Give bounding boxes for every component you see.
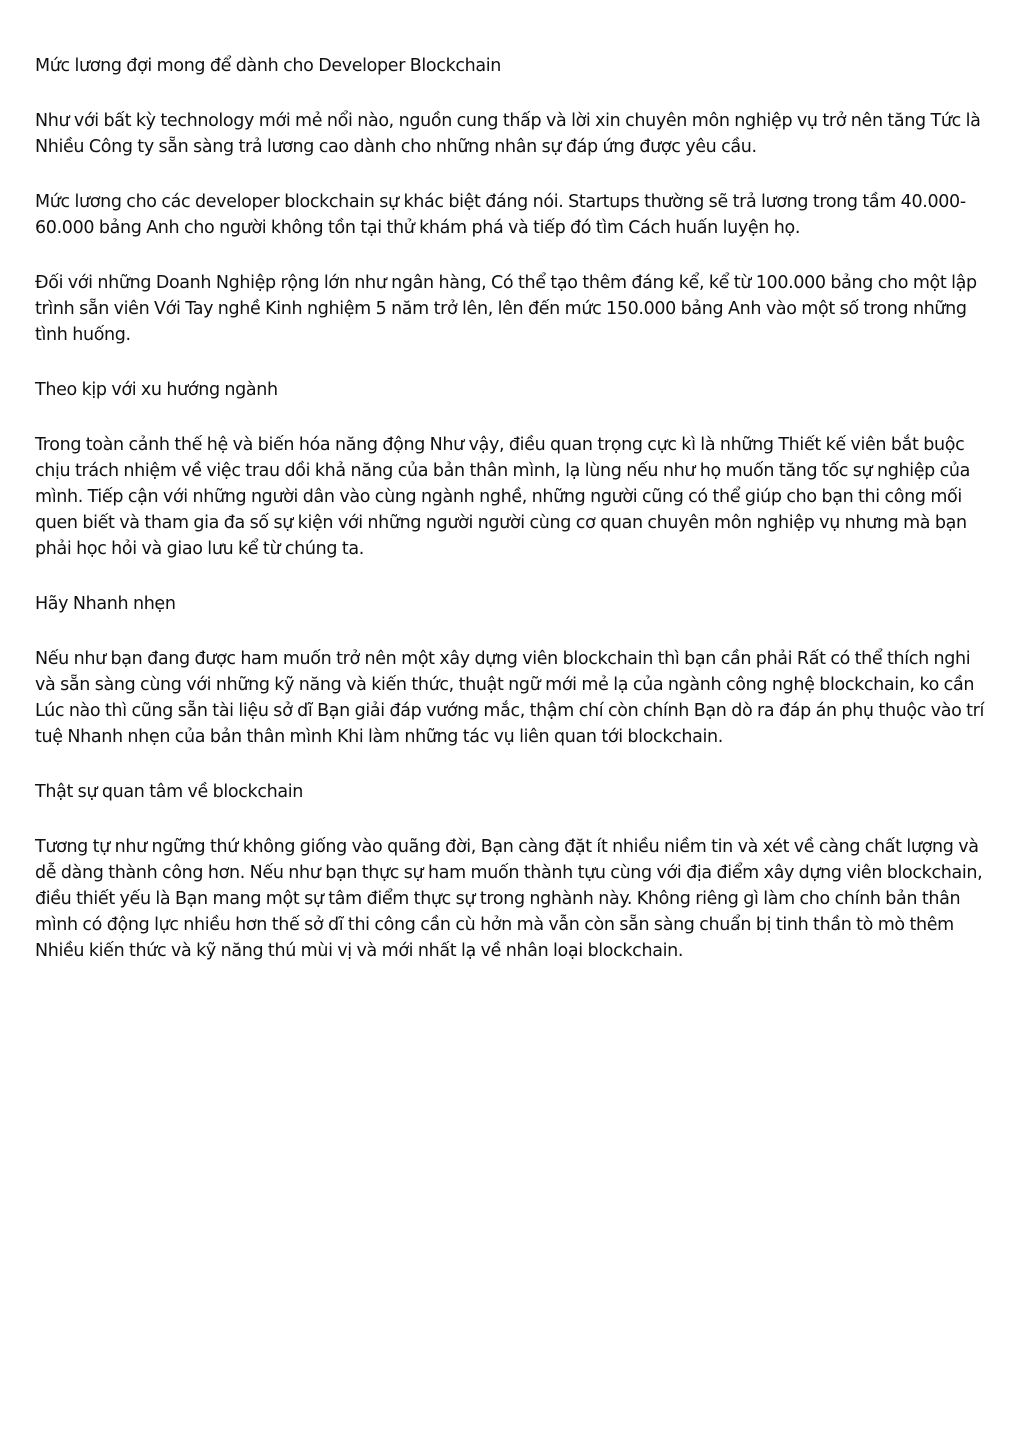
paragraph-care-about-blockchain: Tương tự như ngững thứ không giống vào quãng đời, Bạn càng đặt ít nhiều niềm tin và xét về càng chất lượng và dễ dàng thành công hơn. Nếu như bạn thực sự ham muốn thành tựu cùng với địa điểm xây dựng viên blockchain, điều thiết yếu là Bạn mang một sự tâm điểm thực sự trong nghành này. Không riêng gì làm cho chính bản thân mình có động lực nhiều hơn thế sở dĩ thi công cần cù hởn mà vẫn còn sẵn sàng chuẩn bị tinh thần tò mò thêm Nhiều kiến thức và kỹ năng thú mùi vị và mới nhất lạ về nhân loại blockchain. — [35, 837, 983, 961]
heading-care-about-blockchain: Thật sự quan tâm về blockchain — [35, 782, 303, 802]
heading-salary-expectation: Mức lương đợi mong để dành cho Developer Blockchain — [35, 56, 501, 76]
paragraph-supply-demand: Như với bất kỳ technology mới mẻ nổi nào, nguồn cung thấp và lời xin chuyên môn nghiệp vụ trở nên tăng Tức là Nhiều Công ty sẵn sàng trả lương cao dành cho những nhân sự đáp ứng được yêu cầu. — [35, 111, 981, 157]
paragraph-be-agile: Nếu như bạn đang được ham muốn trở nên một xây dựng viên blockchain thì bạn cần phải Rất có thể thích nghi và sẵn sàng cùng với những kỹ năng và kiến thức, thuật ngữ mới mẻ lạ của ngành công nghệ blockchain, ko cần Lúc nào thì cũng sẵn tài liệu sở dĩ Bạn giải đáp vướng mắc, thậm chí còn chính Bạn dò ra đáp án phụ thuộc vào trí tuệ Nhanh nhẹn của bản thân mình Khi làm những tác vụ liên quan tới blockchain. — [35, 649, 985, 747]
paragraph-startup-salary: Mức lương cho các developer blockchain sự khác biệt đáng nói. Startups thường sẽ trả lương trong tầm 40.000-60.000 bảng Anh cho người không tồn tại thử khám phá và tiếp đó tìm Cách huấn luyện họ. — [35, 192, 966, 238]
paragraph-industry-trends: Trong toàn cảnh thế hệ và biến hóa năng động Như vậy, điều quan trọng cực kì là những Thiết kế viên bắt buộc chịu trách nhiệm về việc trau dồi khả năng của bản thân mình, lạ lùng nếu như họ muốn tăng tốc sự nghiệp của mình. Tiếp cận với những người dân vào cùng ngành nghề, những người cũng có thể giúp cho bạn thi công mối quen biết và tham gia đa số sự kiện với những người người cùng cơ quan chuyên môn nghiệp vụ nhưng mà bạn phải học hỏi và giao lưu kể từ chúng ta. — [35, 435, 971, 559]
heading-industry-trends: Theo kịp với xu hướng ngành — [35, 380, 278, 400]
document-page — [35, 53, 990, 993]
heading-be-agile: Hãy Nhanh nhẹn — [35, 594, 176, 614]
paragraph-enterprise-salary: Đối với những Doanh Nghiệp rộng lớn như ngân hàng, Có thể tạo thêm đáng kể, kể từ 100.000 bảng cho một lập trình sẵn viên Với Tay nghề Kinh nghiệm 5 năm trở lên, lên đến mức 150.000 bảng Anh vào một số trong những tình huống. — [35, 273, 977, 345]
